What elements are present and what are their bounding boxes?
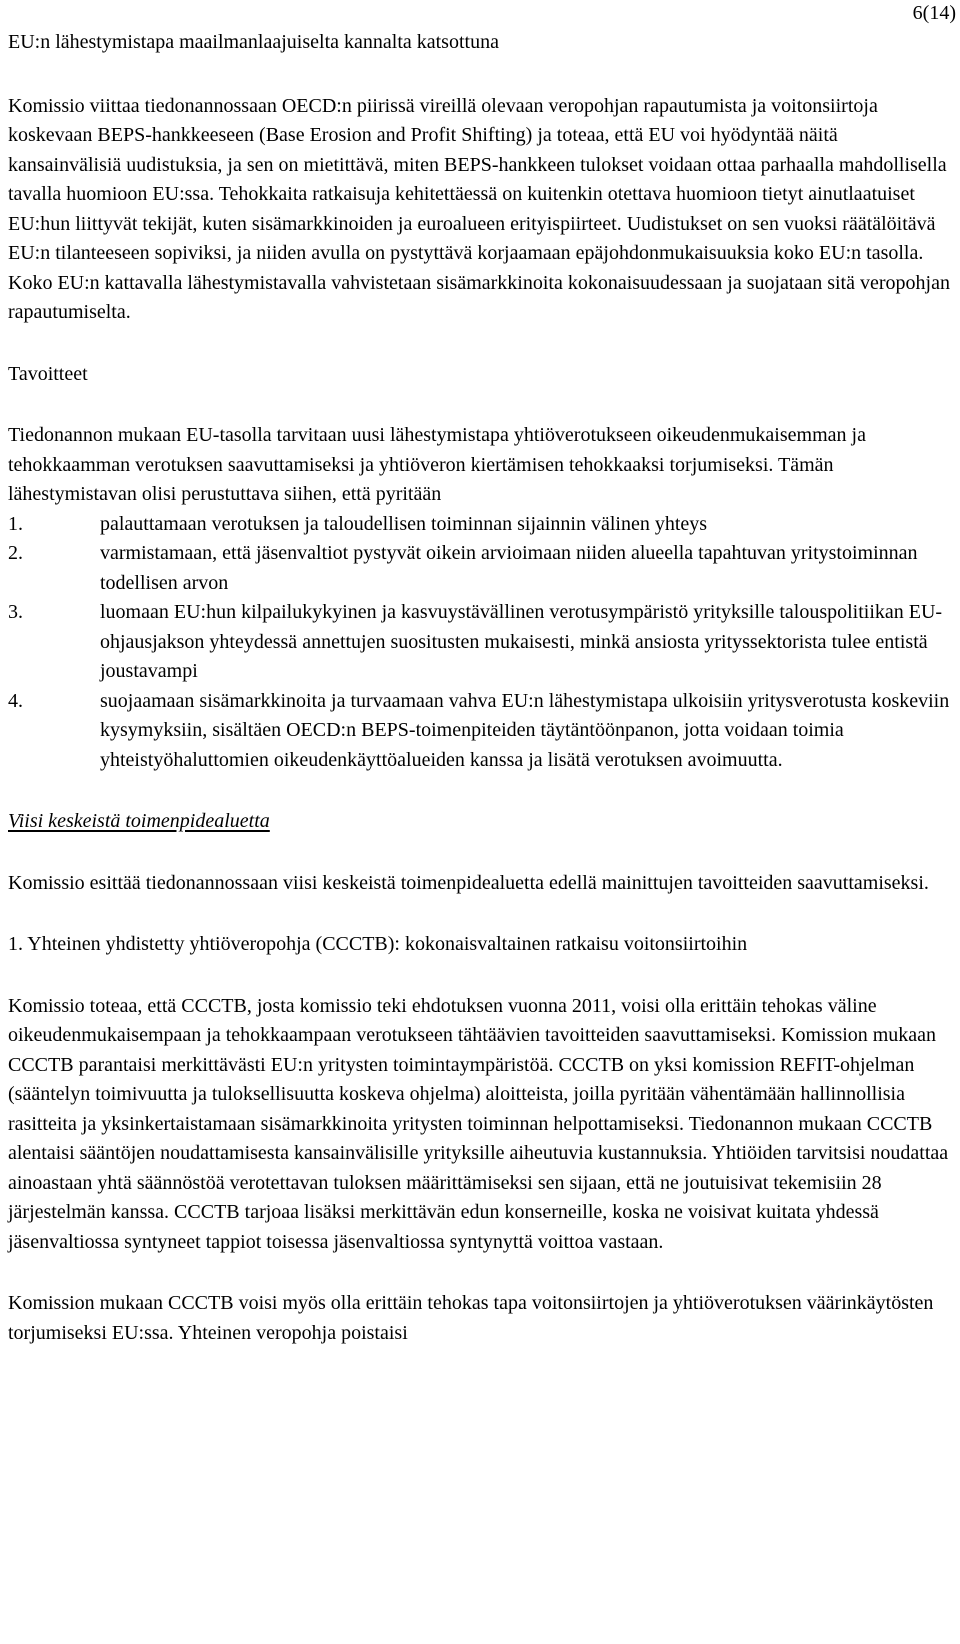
paragraph-objectives-intro: Tiedonannon mukaan EU-tasolla tarvitaan uusi lähestymistapa yhtiöverotukseen oikeudenmukaisemman ja tehokkaamman verotuksen saavuttamiseksi ja yhtiöveron kiertämisen tehokkaaksi torjumiseksi. Tämän lähestymistavan olisi perustuttava siihen, että pyritään: [8, 424, 866, 505]
paragraph-ccctb-1: Komissio toteaa, että CCCTB, josta komissio teki ehdotuksen vuonna 2011, voisi olla erittäin tehokas väline oikeudenmukaisempaan ja tehokkaampaan verotukseen tähtäävien tavoitteiden saavuttamiseksi. Komission mukaan CCCTB parantaisi merkittävästi EU:n yritysten toimintaympäristöä. CCCTB on yksi komission REFIT-ohjelman (sääntelyn toimivuutta ja tuloksellisuutta koskeva ohjelma) aloitteista, joilla pyritään vähentämään hallinnollisia rasitteita ja yksinkertaistamaan sisämarkkinoita yritysten toiminnan helpottamiseksi. Tiedonannon mukaan CCCTB alentaisi sääntöjen noudattamisesta kansainvälisille yrityksille aiheutuvia kustannuksia. Yhtiöiden tarvitsisi noudattaa ainoastaan yhtä säännöstöä verotettavan tuloksen määrittämiseksi sen sijaan, että ne joutuisivat tekemisiin 28 järjestelmän kanssa. CCCTB tarjoaa lisäksi merkittävän edun konserneille, koska ne voisivat kuitata yhdessä jäsenvaltiossa syntyneet tappiot toisessa jäsenvaltiossa syntynyttä voittoa vastaan.: [8, 994, 949, 1253]
spacer: [8, 960, 956, 992]
spacer: [8, 58, 956, 92]
spacer: [8, 837, 956, 869]
list-item-number: 1.: [8, 512, 23, 535]
section-heading-global-approach: EU:n lähestymistapa maailmanlaajuiselta kannalta katsottuna: [8, 31, 499, 53]
spacer: [8, 1257, 956, 1289]
list-item: [8, 539, 956, 598]
list-item-text: palauttamaan verotuksen ja taloudellisen toiminnan sijainnin välinen yhteys: [100, 512, 708, 535]
list-item-number: 4.: [8, 689, 23, 712]
list-item-number: 3.: [8, 601, 23, 623]
section-heading-objectives: Tavoitteet: [8, 362, 88, 385]
list-item-text: suojaamaan sisämarkkinoita ja turvaamaan vahva EU:n lähestymistapa ulkoisiin yritysverotusta koskeviin kysymyksiin, sisältäen OECD:n BEPS-toimenpiteiden täytäntöönpanon, jotta voidaan toimia yhteistyöhaluttomien oikeudenkäyttöalueiden kanssa ja lisätä verotuksen avoimuutta.: [100, 689, 950, 771]
page-number: 6(14): [912, 2, 956, 24]
list-item-text: luomaan EU:hun kilpailukykyinen ja kasvuystävällinen verotusympäristö yrityksille talouspolitiikan EU-ohjausjakson yhteydessä annettujen suositusten mukaisesti, minkä ansiosta yrityssektorista tulee entistä joustavampi: [100, 601, 943, 682]
paragraph-global-approach: Komissio viittaa tiedonannossaan OECD:n piirissä vireillä olevaan veropohjan rapautumista ja voitonsiirtoja koskevaan BEPS-hankkeeseen (Base Erosion and Profit Shifting) ja toteaa, että EU voi hyödyntää näitä kansainvälisiä uudistuksia, ja sen on mietittävä, miten BEPS-hankkeen tulokset voidaan ottaa parhaalla mahdollisella tavalla huomioon EU:ssa. Tehokkaita ratkaisuja kehitettäessä on kuitenkin otettava huomioon tietyt ainutlaatuiset EU:hun liittyvät tekijät, kuten sisämarkkinoiden ja euroalueen erityispiirteet. Uudistukset on sen vuoksi räätälöitävä EU:n tilanteeseen sopiviksi, ja niiden avulla on pystyttävä korjaamaan epäjohdonmukaisuuksia koko EU:n tasolla. Koko EU:n kattavalla lähestymistavalla vahvistetaan sisämarkkinoita kokonaisuudessaan ja suojataan sitä veropohjan rapautumiselta.: [8, 94, 950, 323]
paragraph-five-areas: Komissio esittää tiedonannossaan viisi keskeistä toimenpidealuetta edellä mainittujen tavoitteiden saavuttamiseksi.: [8, 871, 929, 894]
list-item-number: 2.: [8, 542, 23, 564]
section-heading-ccctb: 1. Yhteinen yhdistetty yhtiöveropohja (CCCTB): kokonaisvaltainen ratkaisu voitonsiirtoihin: [8, 933, 748, 955]
list-item: [8, 598, 956, 687]
spacer: [8, 389, 956, 421]
section-heading-five-areas: Viisi keskeistä toimenpidealuetta: [8, 810, 270, 832]
list-item: [8, 687, 956, 776]
list-item-text: varmistamaan, että jäsenvaltiot pystyvät oikein arvioimaan niiden alueella tapahtuvan yritystoiminnan todellisen arvon: [100, 542, 918, 594]
paragraph-ccctb-2: Komission mukaan CCCTB voisi myös olla erittäin tehokas tapa voitonsiirtojen ja yhtiöverotuksen väärinkäytösten torjumiseksi EU:ssa. Yhteinen veropohja poistaisi: [8, 1292, 934, 1344]
spacer: [8, 775, 956, 807]
spacer: [8, 328, 956, 360]
spacer: [8, 898, 956, 930]
objectives-list: [8, 510, 956, 776]
list-item: [8, 510, 956, 540]
document-body: [8, 28, 956, 1348]
